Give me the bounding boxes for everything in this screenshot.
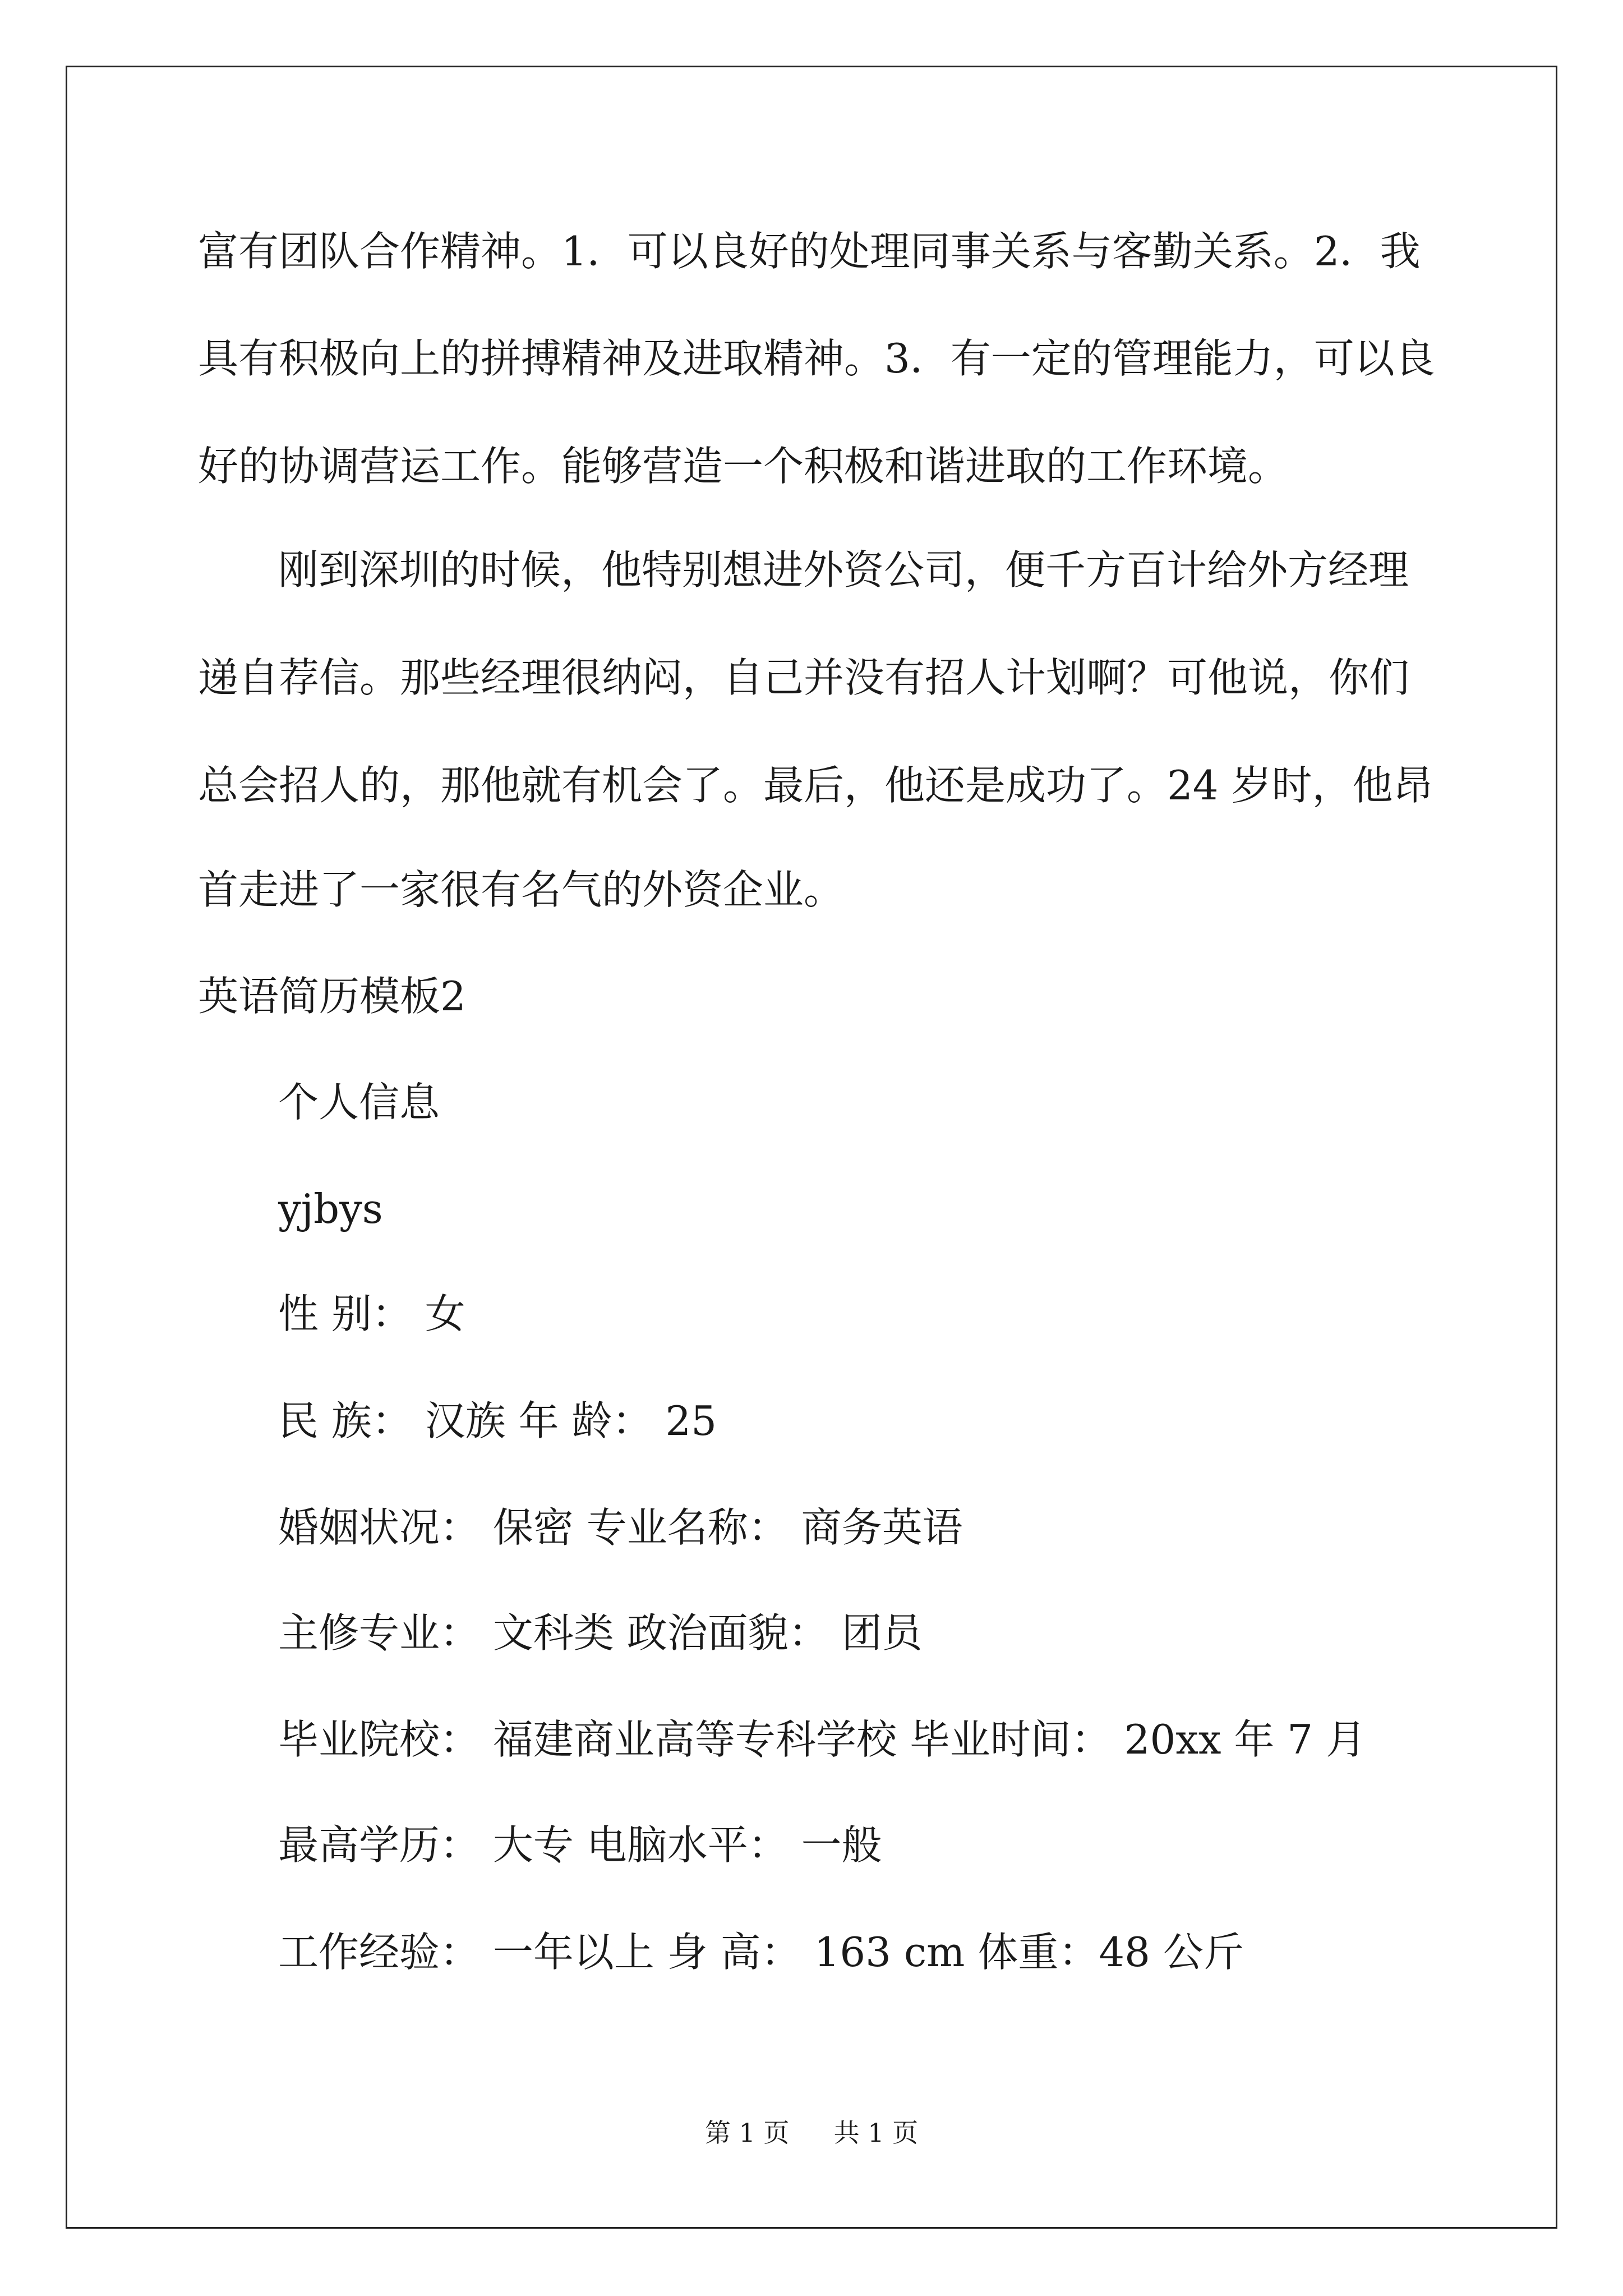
paragraph-1-line-3: 好的协调营运工作。能够营造一个积极和谐进取的工作环境。 <box>198 443 1289 490</box>
gender-field: 性 别： 女 <box>278 1290 465 1337</box>
marital-major-field: 婚姻状况： 保密 专业名称： 商务英语 <box>278 1504 963 1551</box>
section-title: 个人信息 <box>278 1079 440 1126</box>
ethnicity-age-field: 民 族： 汉族 年 龄： 25 <box>278 1397 717 1444</box>
document-heading: 英语简历模板2 <box>198 973 466 1020</box>
paragraph-2-line-1: 刚到深圳的时候，他特别想进外资公司，便千方百计给外方经理 <box>278 546 1409 593</box>
page-number: 第 1 页 <box>704 2118 790 2148</box>
paragraph-2-line-3: 总会招人的，那他就有机会了。最后，他还是成功了。24 岁时，他昂 <box>198 762 1433 809</box>
page-total: 共 1 页 <box>833 2118 919 2148</box>
name-field: yjbys <box>278 1185 383 1232</box>
education-computer-field: 最高学历： 大专 电脑水平： 一般 <box>278 1821 882 1869</box>
page-border <box>66 66 1557 2229</box>
experience-height-weight-field: 工作经验： 一年以上 身 高： 163 cm 体重：48 公斤 <box>278 1929 1244 1976</box>
paragraph-1-line-2: 具有积极向上的拼搏精神及进取精神。3．有一定的管理能力，可以良 <box>198 335 1435 382</box>
school-graduation-field: 毕业院校： 福建商业高等专科学校 毕业时间： 20xx 年 7 月 <box>278 1716 1366 1763</box>
page-footer <box>0 2116 1623 2150</box>
major-political-field: 主修专业： 文科类 政治面貌： 团员 <box>278 1609 923 1657</box>
paragraph-2-line-2: 递自荐信。那些经理很纳闷，自己并没有招人计划啊？可他说，你们 <box>198 654 1410 701</box>
paragraph-1-line-1: 富有团队合作精神。1．可以良好的处理同事关系与客勤关系。2．我 <box>198 228 1421 275</box>
paragraph-2-line-4: 首走进了一家很有名气的外资企业。 <box>198 866 845 913</box>
